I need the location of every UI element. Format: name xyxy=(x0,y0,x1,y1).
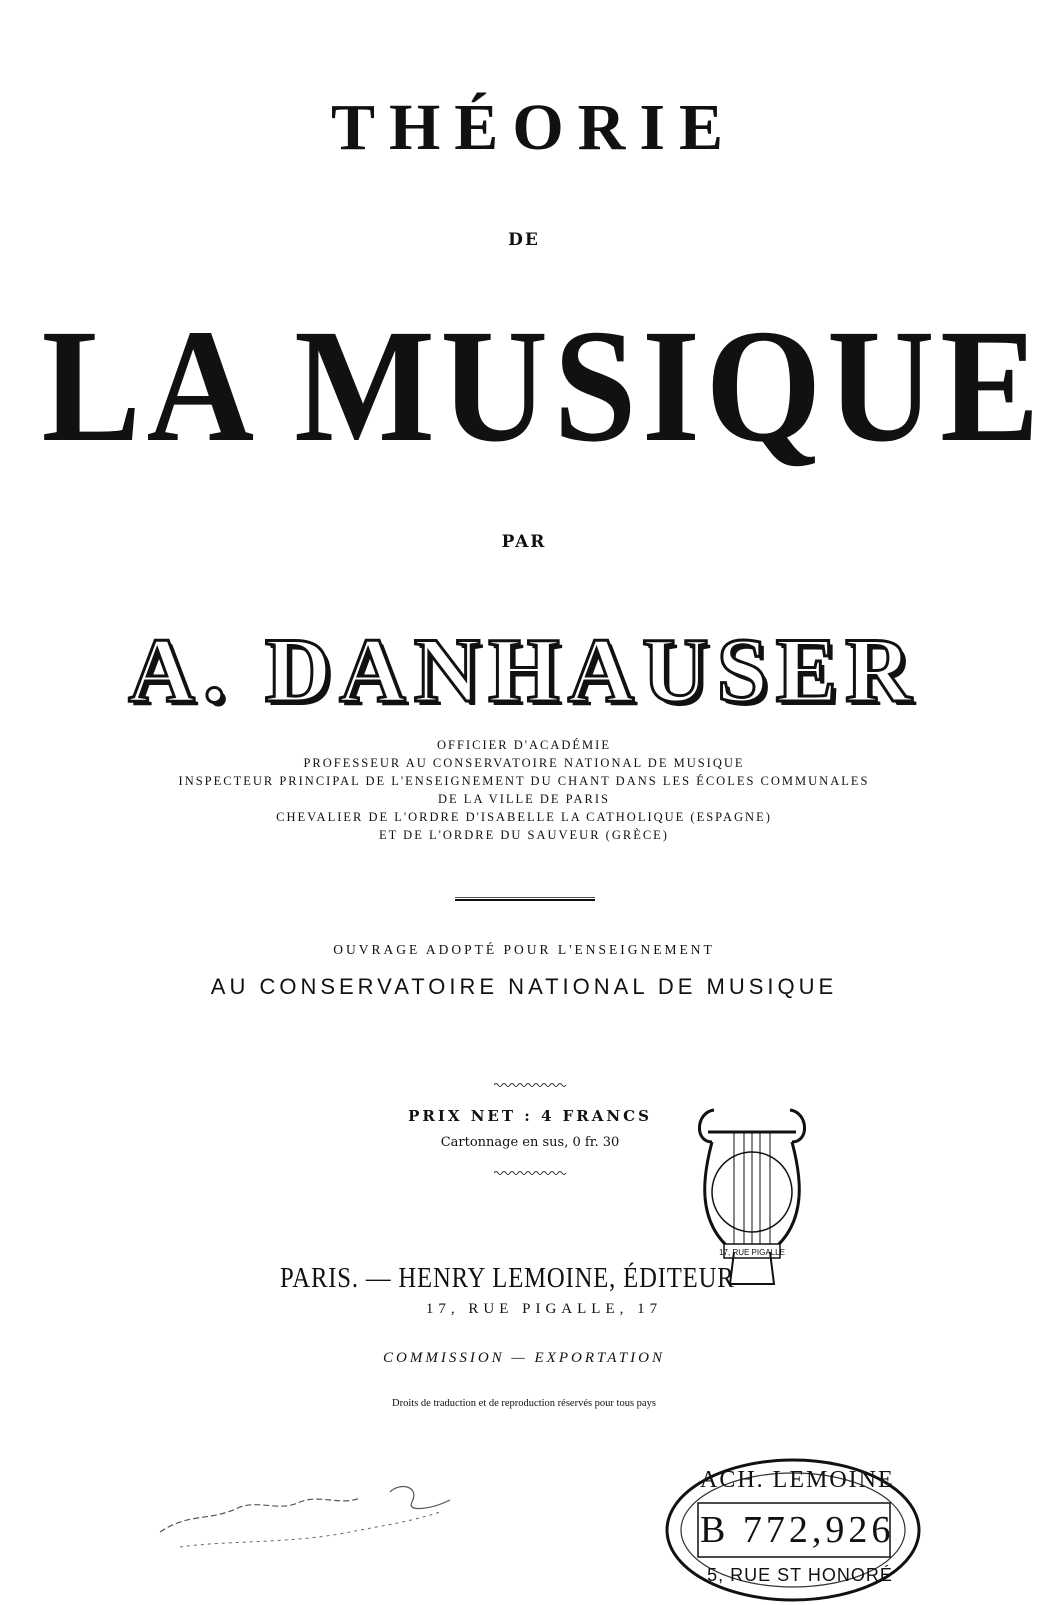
wave-ornament xyxy=(494,1082,568,1088)
wave-ornament xyxy=(494,1170,568,1176)
credit-line: ET DE L'ORDRE DU SAUVEUR (GRÈCE) xyxy=(379,828,669,842)
credit-line: PROFESSEUR AU CONSERVATOIRE NATIONAL DE MUSIQUE xyxy=(303,756,745,770)
lyre-label: 17, RUE PIGALLE xyxy=(719,1248,785,1257)
seal-bottom-text: 5, RUE ST HONORÉ xyxy=(707,1565,893,1585)
credit-line: DE LA VILLE DE PARIS xyxy=(438,792,610,806)
divider-rule xyxy=(455,897,595,898)
byline-par: PAR xyxy=(501,532,547,552)
commission-line: COMMISSION — EXPORTATION xyxy=(383,1350,665,1366)
seal-number: B 772,926 xyxy=(700,1509,895,1551)
title-connector: DE xyxy=(508,230,540,250)
price-cartonnage: Cartonnage en sus, 0 fr. 30 xyxy=(440,1135,620,1150)
divider-rule xyxy=(455,899,595,901)
credit-line: CHEVALIER DE L'ORDRE D'ISABELLE LA CATHOLIQUE (ESPAGNE) xyxy=(276,810,772,824)
title-theorie: THÉORIE xyxy=(330,91,738,164)
handwritten-signature-icon xyxy=(150,1472,460,1562)
title-la-musique: LA MUSIQUE xyxy=(41,297,1046,476)
seal-top-text: ACH. LEMOINE xyxy=(700,1467,895,1493)
publisher-name: PARIS. — HENRY LEMOINE, ÉDITEUR xyxy=(280,1262,735,1294)
rights-notice: Droits de traduction et de reproduction réservés pour tous pays xyxy=(392,1398,656,1409)
adoption-conservatoire: AU CONSERVATOIRE NATIONAL DE MUSIQUE xyxy=(210,974,838,999)
publisher-address: 17, RUE PIGALLE, 17 xyxy=(425,1301,663,1317)
author-name: A. DANHAUSER xyxy=(128,619,920,721)
adoption-line: OUVRAGE ADOPTÉ POUR L'ENSEIGNEMENT xyxy=(333,942,715,957)
credit-line: OFFICIER D'ACADÉMIE xyxy=(437,738,611,752)
credit-line: INSPECTEUR PRINCIPAL DE L'ENSEIGNEMENT DU CHANT DANS LES ÉCOLES COMMUNALES xyxy=(178,774,870,788)
price-net: PRIX NET : 4 FRANCS xyxy=(408,1107,652,1125)
author-credits xyxy=(0,736,1048,844)
